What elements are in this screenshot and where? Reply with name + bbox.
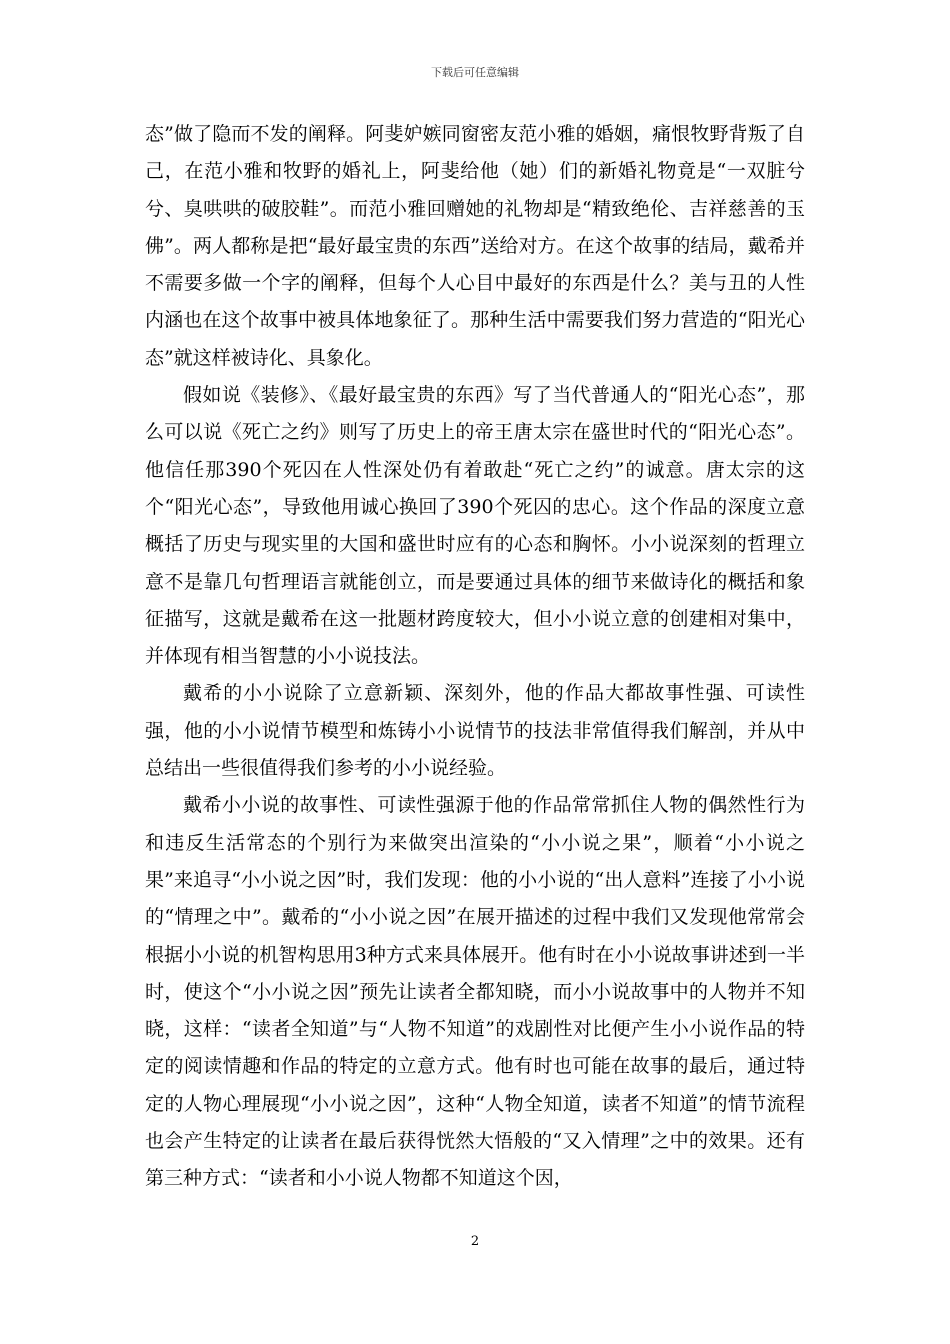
- document-body: [145, 116, 805, 1198]
- paragraph-1: 态”做了隐而不发的阐释。阿斐妒嫉同窗密友范小雅的婚姻，痛恨牧野背叛了自己，在范小雅和牧野的婚礼上，阿斐给他（她）们的新婚礼物竟是“一双脏兮兮、臭哄哄的破胶鞋”。而范小雅回赠她的礼物却是“精致绝伦、吉祥慈善的玉佛”。两人都称是把“最好最宝贵的东西”送给对方。在这个故事的结局，戴希并不需要多做一个字的阐释，但每个人心目中最好的东西是什么？美与丑的人性内涵也在这个故事中被具体地象征了。那种生活中需要我们努力营造的“阳光心态”就这样被诗化、具象化。: [145, 123, 805, 369]
- paragraph-2: 假如说《装修》、《最好最宝贵的东西》写了当代普通人的“阳光心态”，那么可以说《死亡之约》则写了历史上的帝王唐太宗在盛世时代的“阳光心态”。他信任那390个死囚在人性深处仍有着敢赴“死亡之约”的诚意。唐太宗的这个“阳光心态”，导致他用诚心换回了390个死囚的忠心。这个作品的深度立意概括了历史与现实里的大国和盛世时应有的心态和胸怀。小小说深刻的哲理立意不是靠几句哲理语言就能创立，而是要通过具体的细节来做诗化的概括和象征描写，这就是戴希在这一批题材跨度较大，但小小说立意的创建相对集中，并体现有相当智慧的小小说技法。: [145, 384, 805, 668]
- paragraph-3: 戴希的小小说除了立意新颖、深刻外，他的作品大都故事性强、可读性强，他的小小说情节模型和炼铸小小说情节的技法非常值得我们解剖，并从中总结出一些很值得我们参考的小小说经验。: [145, 682, 805, 780]
- page-number: 2: [470, 1234, 480, 1249]
- page-header: 下载后可任意编辑: [431, 66, 519, 79]
- paragraph-4: 戴希小小说的故事性、可读性强源于他的作品常常抓住人物的偶然性行为和违反生活常态的个别行为来做突出渲染的“小小说之果”，顺着“小小说之果”来追寻“小小说之因”时，我们发现：他的小小说的“出人意料”连接了小小说的“情理之中”。戴希的“小小说之因”在展开描述的过程中我们又发现他常常会根据小小说的机智构思用3种方式来具体展开。他有时在小小说故事讲述到一半时，使这个“小小说之因”预先让读者全都知晓，而小小说故事中的人物并不知晓，这样：“读者全知道”与“人物不知道”的戏剧性对比便产生小小说作品的特定的阅读情趣和作品的特定的立意方式。他有时也可能在故事的最后，通过特定的人物心理展现“小小说之因”，这种“人物全知道，读者不知道”的情节流程也会产生特定的让读者在最后获得恍然大悟般的“又入情理”之中的效果。还有第三种方式：“读者和小小说人物都不知道这个因，: [145, 794, 805, 1190]
